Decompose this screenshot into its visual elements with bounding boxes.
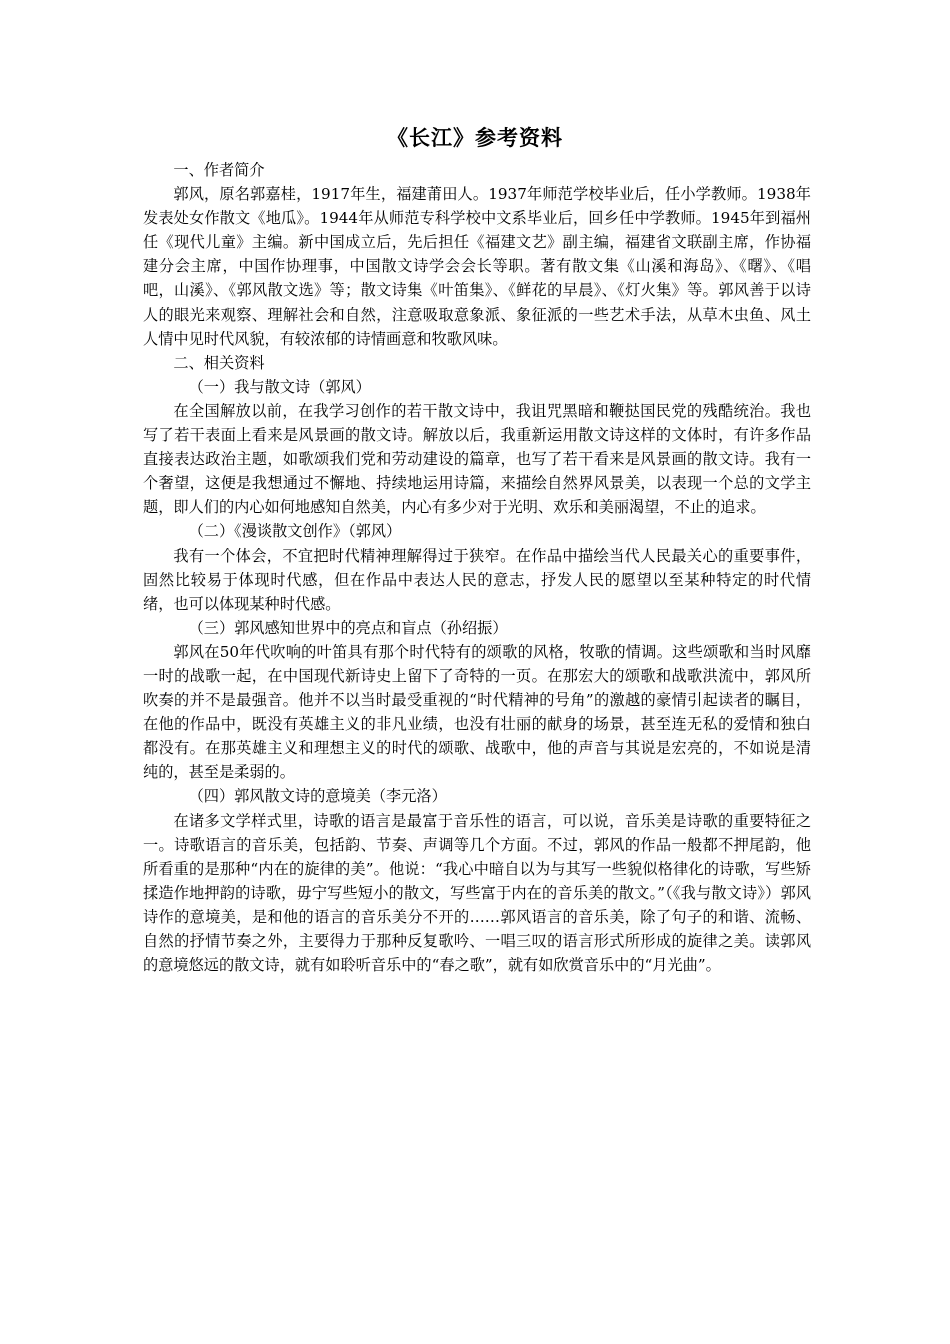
subsection-heading-2: （二）《漫谈散文创作》（郭风）: [188, 522, 402, 541]
subsection-paragraph-4: 在诸多文学样式里，诗歌的语言是最富于音乐性的语言，可以说，音乐美是诗歌的重要特征之一。诗歌语言的音乐美，包括韵、节奏、声调等几个方面。不过，郭风的作品一般都不押尾韵，他所看重的是那种“内在的旋律的美”。他说：“我心中暗自以为与其写一些貌似格律化的诗歌，写些矫揉造作地押韵的诗歌，毋宁写些短小的散文，写些富于内在的音乐美的散文。”（《我与散文诗》）郭风诗作的意境美，是和他的语言的音乐美分不开的……郭风语言的音乐美，除了句子的和谐、流畅、自然的抒情节奏之外，主要得力于那种反复歌吟、一唱三叹的语言形式所形成的旋律之美。读郭风的意境悠远的散文诗，就有如聆听音乐中的“春之歌”，就有如欣赏音乐中的“月光曲”。: [143, 811, 811, 975]
section-heading-author: 一、作者简介: [173, 161, 265, 179]
subsection-heading-3: （三）郭风感知世界中的亮点和盲点（孙绍振）: [188, 618, 508, 637]
subsection-paragraph-2: 我有一个体会，不宜把时代精神理解得过于狭窄。在作品中描绘当代人民最关心的重要事件，固然比较易于体现时代感，但在作品中表达人民的意志，抒发人民的愿望以至某种特定的时代情绪，也可以体现某种时代感。: [143, 546, 811, 613]
document-body: [143, 158, 811, 977]
document-title: 《长江》参考资料: [387, 126, 563, 150]
subsection-paragraph-1: 在全国解放以前，在我学习创作的若干散文诗中，我诅咒黑暗和鞭挞国民党的残酷统治。我也写了若干表面上看来是风景画的散文诗。解放以后，我重新运用散文诗这样的文体时，有许多作品直接表达政治主题，如歌颂我们党和劳动建设的篇章，也写了若干看来是风景画的散文诗。我有一个奢望，这便是我想通过不懈地、持续地运用诗篇，来描绘自然界风景美，以表现一个总的文学主题，即人们的内心如何地感知自然美，内心有多少对于光明、欢乐和美丽渴望，不止的追求。: [143, 401, 811, 517]
section-heading-references: 二、相关资料: [173, 353, 265, 372]
subsection-heading-4: （四）郭风散文诗的意境美（李元洛）: [188, 787, 447, 806]
author-bio-paragraph: 郭风，原名郭嘉桂，1917年生，福建莆田人。1937年师范学校毕业后，任小学教师。1938年发表处女作散文《地瓜》。1944年从师范专科学校中文系毕业后，回乡任中学教师。1945年到福州任《现代儿童》主编。新中国成立后，先后担任《福建文艺》副主编，福建省文联副主席，作协福建分会主席，中国作协理事，中国散文诗学会会长等职。著有散文集《山溪和海岛》、《曙》、《唱吧，山溪》、《郭风散文选》等；散文诗集《叶笛集》、《鲜花的早晨》、《灯火集》等。郭风善于以诗人的眼光来观察、理解社会和自然，注意吸取意象派、象征派的一些艺术手法，从草木虫鱼、风土人情中见时代风貌，有较浓郁的诗情画意和牧歌风味。: [143, 185, 811, 348]
subsection-paragraph-3: 郭风在50年代吹响的叶笛具有那个时代特有的颂歌的风格，牧歌的情调。这些颂歌和当时风靡一时的战歌一起，在中国现代新诗史上留下了奇特的一页。在那宏大的颂歌和战歌洪流中，郭风所吹奏的并不是最强音。他并不以当时最受重视的“时代精神的号角”的激越的豪情引起读者的瞩目，在他的作品中，既没有英雄主义的非凡业绩，也没有壮丽的献身的场景，甚至连无私的爱情和独白都没有。在那英雄主义和理想主义的时代的颂歌、战歌中，他的声音与其说是宏亮的，不如说是清纯的，甚至是柔弱的。: [143, 642, 811, 782]
subsection-heading-1: （一）我与散文诗（郭风）: [188, 377, 371, 396]
